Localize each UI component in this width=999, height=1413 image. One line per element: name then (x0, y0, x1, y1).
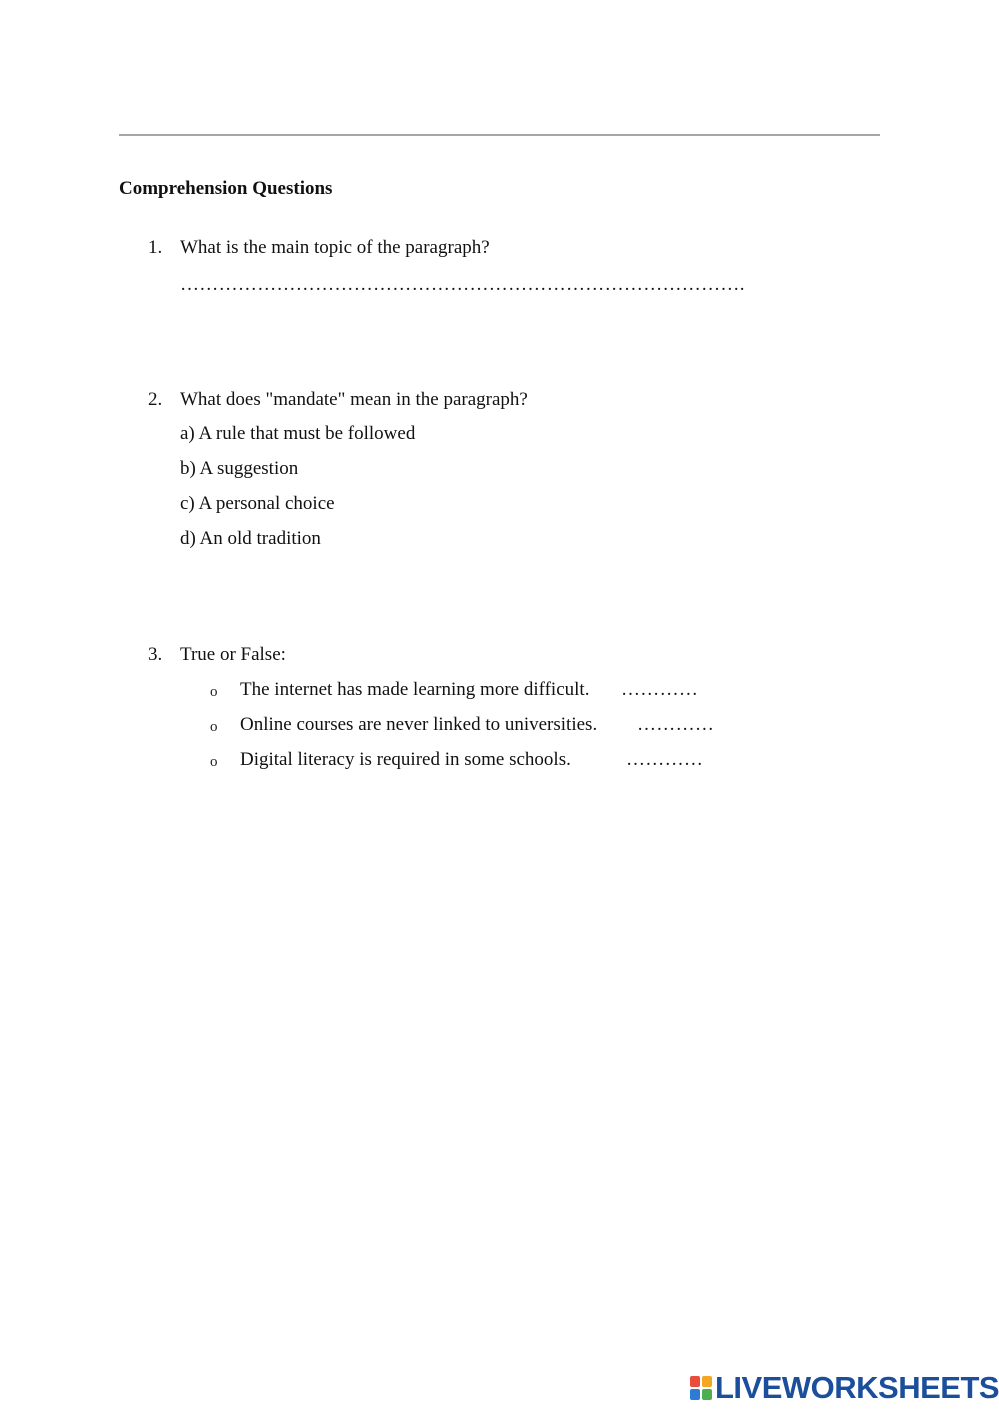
option-d[interactable]: d) An old tradition (180, 528, 321, 549)
bullet-icon: o (210, 684, 218, 700)
question-text: What does "mandate" mean in the paragraph? (180, 389, 528, 410)
question-number: 3. (148, 644, 163, 665)
question-number: 1. (148, 237, 163, 258)
logo-square-icon (702, 1376, 712, 1387)
bullet-icon: o (210, 719, 218, 735)
section-heading: Comprehension Questions (119, 178, 333, 199)
statement-text: The internet has made learning more difficult. (240, 679, 590, 700)
liveworksheets-logo (690, 1370, 999, 1405)
true-false-blank[interactable]: ………… (626, 749, 704, 770)
question-text: What is the main topic of the paragraph? (180, 237, 490, 258)
true-false-blank[interactable]: ………… (621, 679, 699, 700)
statement-text: Online courses are never linked to universities. (240, 714, 598, 735)
option-a[interactable]: a) A rule that must be followed (180, 423, 416, 444)
brand-name: LIVEWORKSHEETS (715, 1370, 999, 1405)
answer-line[interactable]: ……………………………………………………………………………. (180, 274, 745, 295)
logo-square-icon (702, 1389, 712, 1400)
statement-text: Digital literacy is required in some schools. (240, 749, 571, 770)
true-false-blank[interactable]: ………… (637, 714, 715, 735)
bullet-icon: o (210, 754, 218, 770)
option-c[interactable]: c) A personal choice (180, 493, 335, 514)
logo-square-icon (690, 1376, 700, 1387)
question-number: 2. (148, 389, 163, 410)
option-b[interactable]: b) A suggestion (180, 458, 299, 479)
logo-square-icon (690, 1389, 700, 1400)
top-divider-rule (119, 134, 880, 136)
liveworksheets-icon (690, 1376, 712, 1400)
question-text: True or False: (180, 644, 286, 665)
